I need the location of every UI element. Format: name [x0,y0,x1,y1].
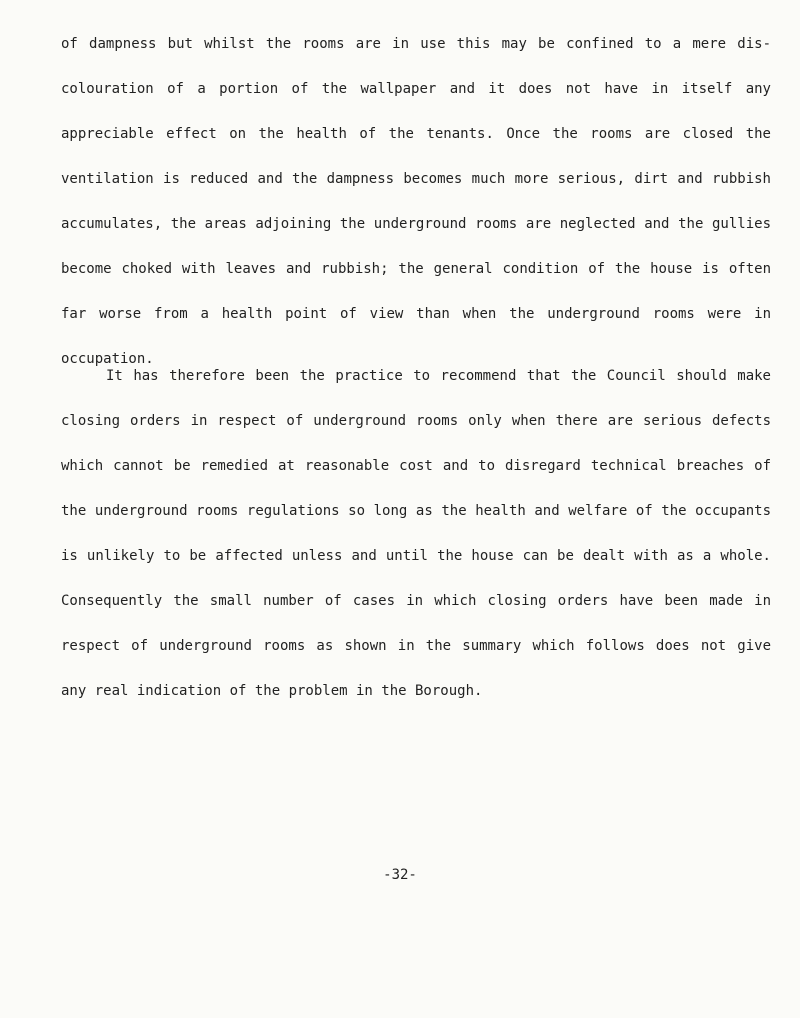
text-line: is unlikely to be affected unless and until the house can be dealt with as a whole. [61,548,771,564]
text-line: accumulates, the areas adjoining the underground rooms are neglected and the gullies [61,216,771,232]
text-line: of dampness but whilst the rooms are in use this may be confined to a mere dis- [61,36,771,52]
text-line: the underground rooms regulations so long as the health and welfare of the occupants [61,503,771,519]
text-line: respect of underground rooms as shown in the summary which follows does not give [61,638,771,654]
page-number: -32- [383,867,417,883]
text-line: far worse from a health point of view than when the underground rooms were in [61,306,771,322]
text-line: which cannot be remedied at reasonable cost and to disregard technical breaches of [61,458,771,474]
text-line: It has therefore been the practice to recommend that the Council should make [106,368,771,384]
text-line: colouration of a portion of the wallpaper and it does not have in itself any [61,81,771,97]
text-line: occupation. [61,351,154,367]
text-line: ventilation is reduced and the dampness becomes much more serious, dirt and rubbish [61,171,771,187]
text-line: closing orders in respect of underground rooms only when there are serious defects [61,413,771,429]
text-line: Consequently the small number of cases in which closing orders have been made in [61,593,771,609]
text-line: become choked with leaves and rubbish; the general condition of the house is often [61,261,771,277]
text-line: any real indication of the problem in the Borough. [61,683,483,699]
text-line: appreciable effect on the health of the tenants. Once the rooms are closed the [61,126,771,142]
